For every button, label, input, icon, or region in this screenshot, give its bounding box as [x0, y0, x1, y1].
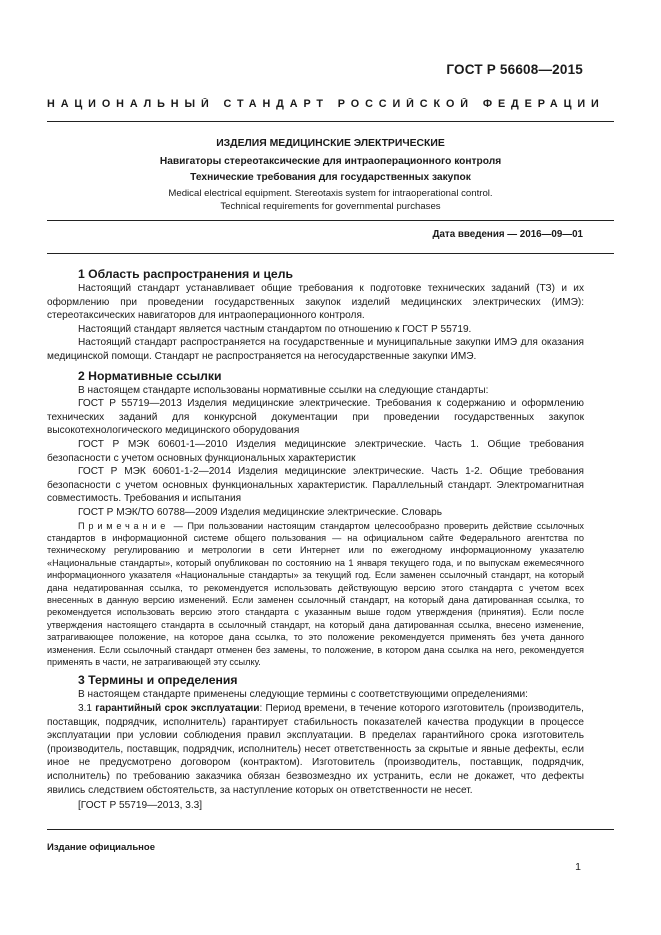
normative-reference: ГОСТ Р 55719—2013 Изделия медицинские электрические. Требования к содержанию и оформлению технических заданий для конкурсной документации при проведении государственных закупок высокотехнологического медицинского оборудования	[47, 398, 584, 437]
title-block	[47, 136, 614, 213]
term-text: : Период времени, в течение которого изготовитель (производитель, поставщик, подрядчик, исполнитель) гарантирует стабильность показателей качества продукции в процессе эксплуатации при условии соблюдения правил эксплуатации. В пределах гарантийного срока изготовитель (производитель, поставщик, подрядчик, исполнитель) несет ответственность за скрытые и явные дефекты, если иное не предусмотрено договором (контрактом). Изготовитель (производитель, поставщик, подрядчик, исполнитель) по требованию заказчика обязан безвозмездно их устранить, если не докажет, что дефекты явились следствием обстоятельств, за наступление которых он ответственности не несет.	[47, 702, 584, 796]
paragraph: В настоящем стандарте применены следующие термины с соответствующими определениями:	[78, 689, 528, 701]
document-subtitle-2: Технические требования для государственных закупок	[190, 172, 471, 183]
document-body	[47, 266, 584, 813]
note-text: — При пользовании настоящим стандартом целесообразно проверить действие ссылочных стандартов в информационной системе общего пользования — на официальном сайте Федерального агентства по техническому регулированию и метрологии в сети Интернет или по ежегодному информационному указателю «Национальные стандарты», который опубликован по состоянию на 1 января текущего года, и по выпускам ежемесячного информационного указателя «Национальные стандарты» за текущий год. Если заменен ссылочный стандарт, на который дана недатированная ссылка, то рекомендуется использовать действующую версию этого стандарта с учетом всех внесенных в данную версию изменений. Если заменен ссылочный стандарт, на который дана датированная ссылка, то рекомендуется использовать версию этого стандарта с указанным выше годом утверждения (принятия). Если после утверждения настоящего стандарта в ссылочный стандарт, на который дана датированная ссылка, внесено изменение, затрагивающее положение, на которое дана ссылка, то это положение рекомендуется применять без учета данного изменения. Если ссылочный стандарт отменен без замены, то положение, в котором дана ссылка на него, рекомендуется применять в части, не затрагивающей эту ссылку.	[47, 520, 584, 667]
normative-reference: ГОСТ Р МЭК 60601-1-2—2014 Изделия медицинские электрические. Часть 1-2. Общие требования безопасности с учетом основных функциональных характеристик. Параллельный стандарт. Электромагнитная совместимость. Требования и испытания	[47, 466, 584, 505]
title-divider	[47, 220, 614, 221]
introduction-date: Дата введения — 2016—09—01	[432, 229, 583, 240]
document-code: ГОСТ Р 56608—2015	[446, 62, 583, 77]
term-source: [ГОСТ Р 55719—2013, 3.3]	[78, 800, 203, 812]
edition-label: Издание официальное	[47, 842, 155, 853]
header-divider	[47, 121, 614, 122]
term-number: 3.1	[78, 702, 96, 714]
term-name: гарантийный срок эксплуатации	[95, 702, 260, 714]
english-title-line-2: Technical requirements for governmental purchases	[220, 201, 441, 212]
paragraph: Настоящий стандарт распространяется на государственные и муниципальные закупки ИМЭ для оказания медицинской помощи. Стандарт не распространяется на негосударственные закупки ИМЭ.	[47, 337, 584, 362]
note-paragraph	[47, 520, 584, 669]
section-heading: 1 Область распространения и цель	[78, 267, 293, 281]
document-subtitle: Навигаторы стереотаксические для интраоперационного контроля	[159, 156, 502, 167]
normative-reference: ГОСТ Р МЭК/ТО 60788—2009 Изделия медицинские электрические. Словарь	[78, 506, 443, 518]
paragraph: В настоящем стандарте использованы нормативные ссылки на следующие стандарты:	[78, 384, 489, 396]
term-definition	[47, 702, 584, 797]
document-title: ИЗДЕЛИЯ МЕДИЦИНСКИЕ ЭЛЕКТРИЧЕСКИЕ	[216, 138, 445, 149]
date-divider	[47, 253, 614, 254]
section-heading: 3 Термины и определения	[78, 673, 238, 688]
paragraph: Настоящий стандарт устанавливает общие требования к подготовке технических заданий (ТЗ) и их оформлению при проведении государственных закупок изделий медицинских электрических (ИМЭ): стереотаксических навигаторов для интраоперационного контроля.	[47, 283, 584, 322]
note-label: Примечание	[78, 520, 170, 531]
page-number: 1	[575, 861, 581, 873]
english-title-line-1: Medical electrical equipment. Stereotaxis system for intraoperational control.	[168, 188, 493, 199]
normative-reference: ГОСТ Р МЭК 60601-1—2010 Изделия медицинские электрические. Часть 1. Общие требования безопасности с учетом основных функциональных характеристик	[47, 438, 584, 464]
paragraph: Настоящий стандарт является частным стандартом по отношению к ГОСТ Р 55719.	[78, 323, 472, 335]
national-standard-banner: НАЦИОНАЛЬНЫЙ СТАНДАРТ РОССИЙСКОЙ ФЕДЕРАЦИИ	[47, 98, 605, 110]
section-heading: 2 Нормативные ссылки	[78, 368, 222, 383]
footer-divider	[47, 829, 614, 830]
